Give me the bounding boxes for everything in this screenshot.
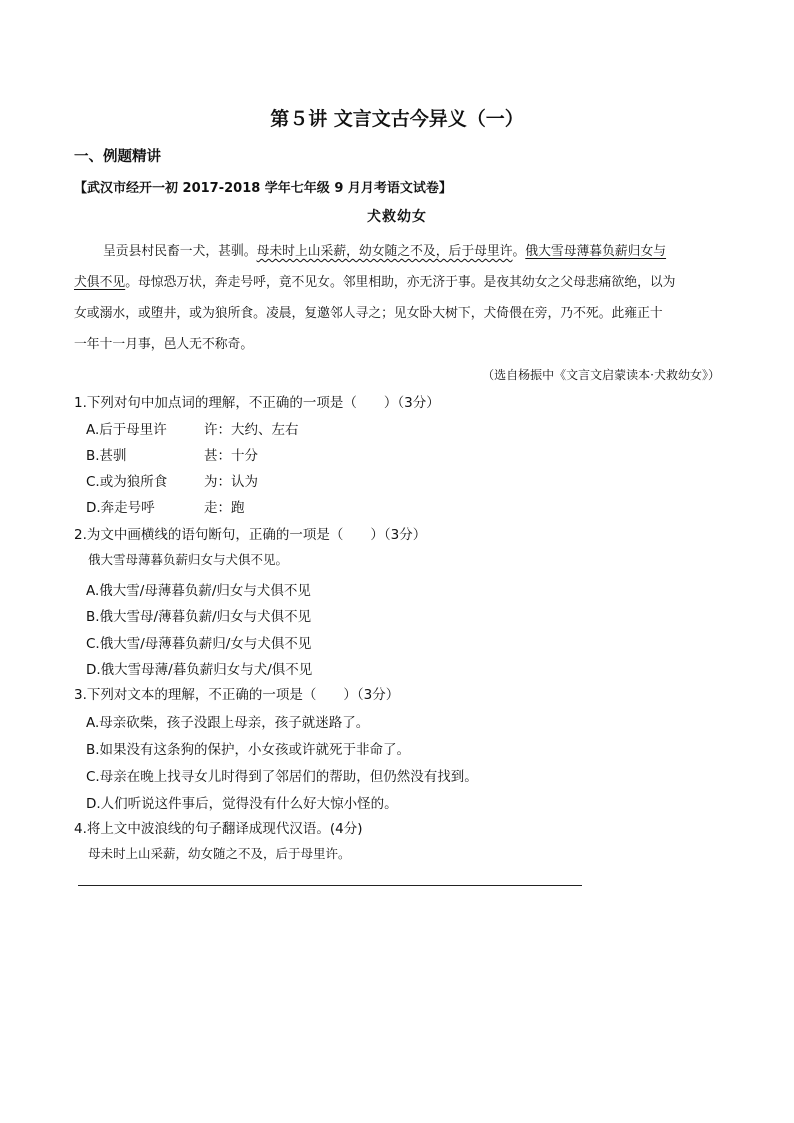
- question-3-stem: 3.下列对文本的理解，不正确的一项是（ ）（3分）: [74, 687, 400, 703]
- passage-line-2: [74, 271, 675, 290]
- passage-line-1: [103, 240, 666, 259]
- q3-option-c: C.母亲在晚上找寻女儿时得到了邻居们的帮助，但仍然没有找到。: [86, 769, 478, 785]
- q1-option-c-meaning: 为：认为: [204, 474, 258, 490]
- passage-title: 犬救幼女: [367, 209, 427, 225]
- q2-option-c: C.俄大雪/母薄暮负薪归/女与犬俱不见: [86, 636, 312, 652]
- question-4-stem: 4.将上文中波浪线的句子翻译成现代汉语。(4分): [74, 821, 363, 837]
- q3-option-d: D.人们听说这件事后，觉得没有什么好大惊小怪的。: [86, 796, 398, 812]
- q1-option-b: B.甚驯: [86, 448, 127, 464]
- q2-option-b: B.俄大雪母/薄暮负薪/归女与犬俱不见: [86, 609, 312, 625]
- q3-option-b: B.如果没有这条狗的保护，小女孩或许就死于非命了。: [86, 742, 411, 758]
- q4-quoted-sentence: 母未时上山采薪，幼女随之不及，后于母里许。: [88, 846, 351, 861]
- answer-line[interactable]: [78, 885, 582, 886]
- q3-option-a: A.母亲砍柴，孩子没跟上母亲，孩子就迷路了。: [86, 715, 370, 731]
- passage-line-3: 女或溺水，或堕井，或为狼所食。凌晨，复邀邻人寻之；见女卧大树下，犬倚偎在旁，乃不死。此雍正十: [74, 306, 663, 321]
- page-title: 第５讲 文言文古今异义（一）: [270, 108, 524, 130]
- passage-text: 呈贡县村民畜一犬，甚驯。: [103, 244, 257, 259]
- q1-option-b-meaning: 甚：十分: [204, 448, 258, 464]
- q2-option-d: D.俄大雪母薄/暮负薪归女与犬/俱不见: [86, 662, 313, 678]
- passage-line-4: 一年十一月事，邑人无不称奇。: [74, 337, 254, 352]
- q2-option-a: A.俄大雪/母薄暮负薪/归女与犬俱不见: [86, 583, 311, 599]
- exam-source: 【武汉市经开一初 2017-2018 学年七年级 9 月月考语文试卷】: [74, 181, 452, 196]
- q1-option-d-meaning: 走：跑: [204, 500, 245, 516]
- passage-text: 。母惊恐万状，奔走号呼，竟不见女。邻里相助，亦无济于事。是夜其幼女之父母悲痛欲绝，以为: [125, 275, 676, 290]
- passage-text: 。: [512, 244, 526, 259]
- q1-option-d: D.奔走号呼: [86, 500, 155, 516]
- underlined-sentence-part2: 犬俱不见: [74, 275, 126, 290]
- q1-option-c: C.或为狼所食: [86, 474, 168, 490]
- question-2-stem: 2.为文中画横线的语句断句，正确的一项是（ ）（3分）: [74, 527, 427, 543]
- q1-option-a-meaning: 许：大约、左右: [204, 422, 299, 438]
- q2-quoted-sentence: 俄大雪母薄暮负薪归女与犬俱不见。: [88, 552, 289, 567]
- section-heading: 一、例题精讲: [74, 149, 161, 165]
- q1-option-a: A.后于母里许: [86, 422, 167, 438]
- passage-citation: （选自杨振中《文言文启蒙读本·犬救幼女》）: [482, 368, 720, 382]
- question-1-stem: 1.下列对句中加点词的理解，不正确的一项是（ ）（3分）: [74, 395, 440, 411]
- underlined-sentence-part1: 俄大雪母薄暮负薪归女与: [525, 244, 667, 259]
- wavy-underlined-sentence: 母未时上山采薪，幼女随之不及，后于母里许: [256, 244, 513, 259]
